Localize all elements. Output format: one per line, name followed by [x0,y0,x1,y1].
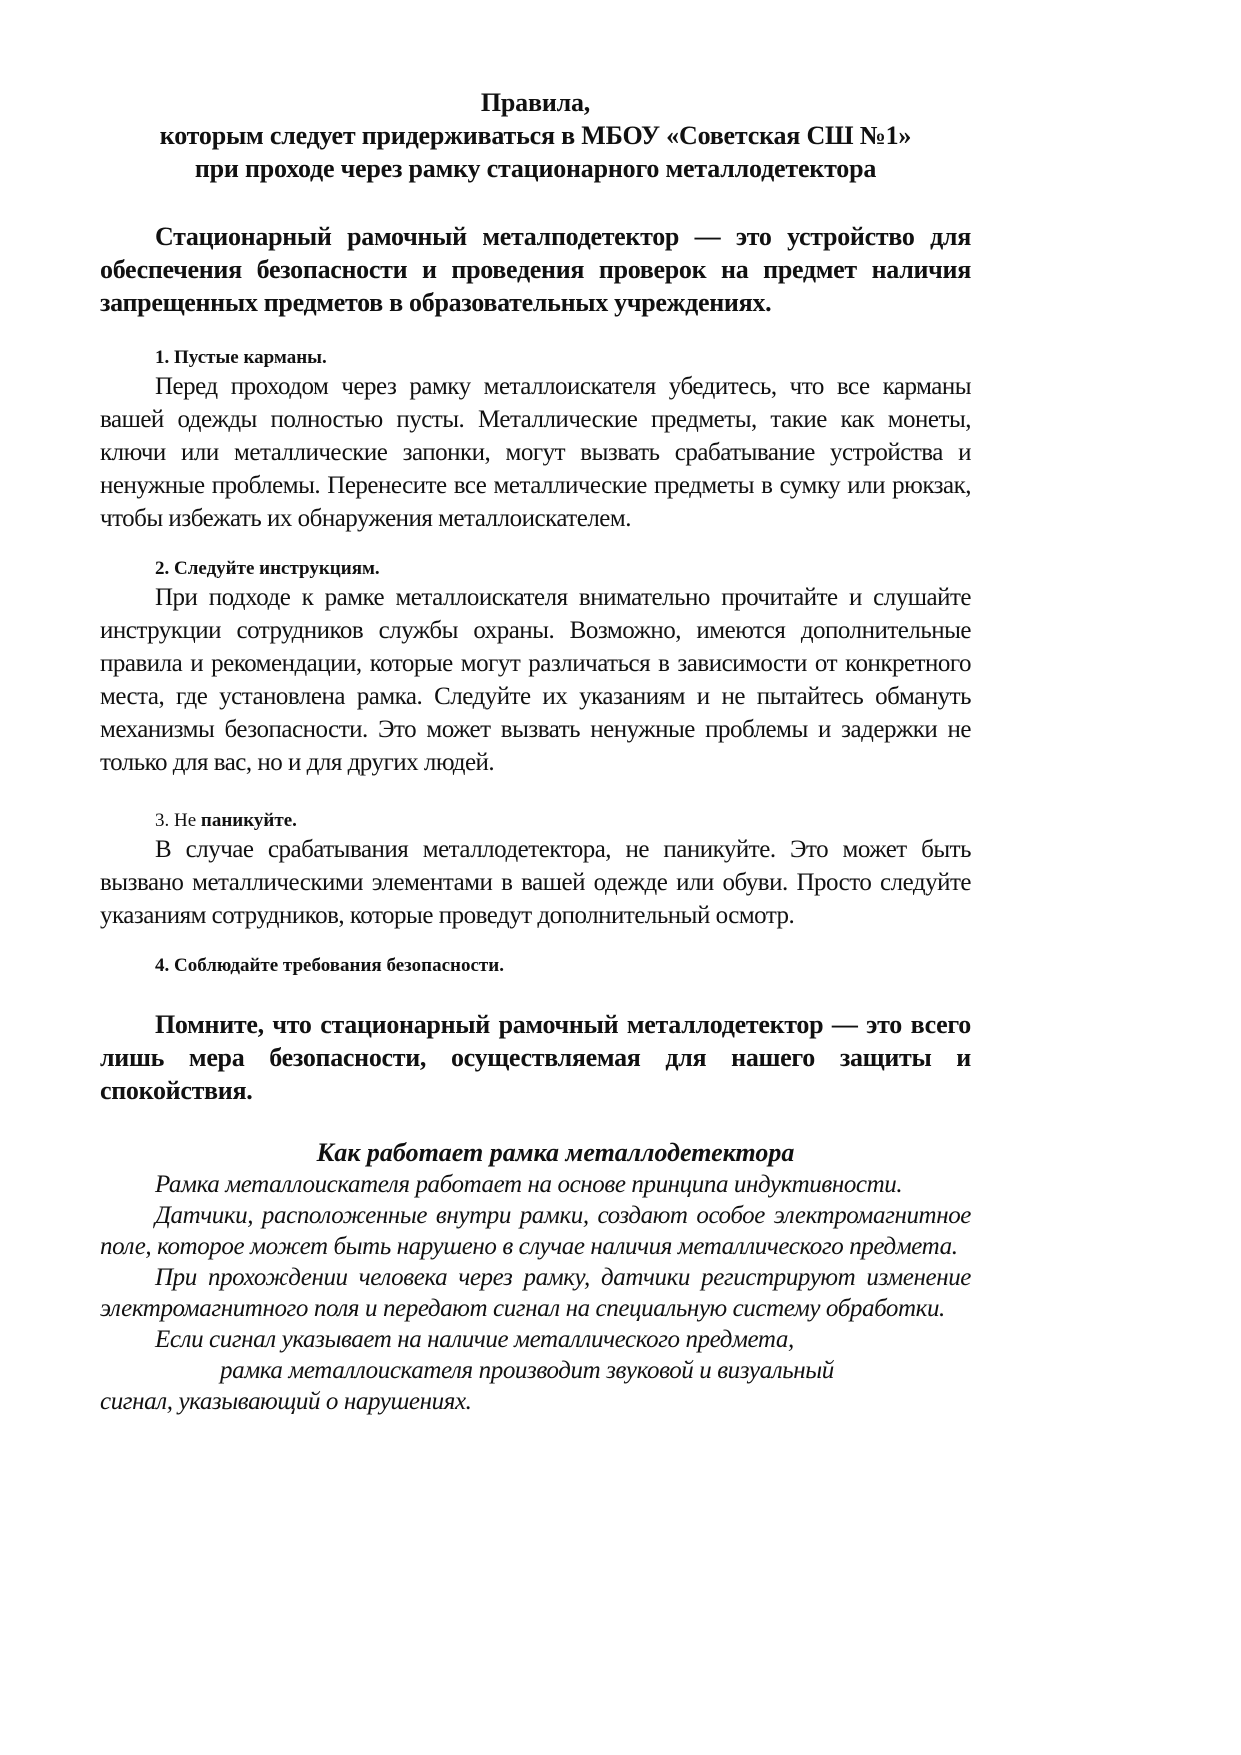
rule-number: 3. Не [155,810,197,831]
rule-number: 1. [155,347,170,368]
rule-heading-3 [155,809,971,833]
how-it-works-line-5b: сигнал, указывающий о нарушениях. [100,1388,472,1415]
rule-section-2 [100,557,971,779]
rule-heading-1 [155,346,971,370]
rule-text-3: В случае срабатывания металлодетектора, не паникуйте. Это может быть вызвано металлическими элементами в вашей одежде или обуви. Просто следуйте указаниям сотрудников, которые проведут дополнительный осмотр. [100,836,971,929]
rule-section-4 [100,954,971,978]
document-title [100,86,971,185]
rule-section-1 [100,346,971,535]
rule-title: Пустые карманы. [174,347,327,368]
title-line-3: при проходе через рамку стационарного металлодетектора [194,154,877,183]
rule-number: 4. [155,955,170,976]
remember-paragraph: Помните, что стационарный рамочный металлодетектор — это всего лишь мера безопасности, осуществляемая для нашего защиты и спокойствия. [100,1010,971,1105]
rule-heading-2 [155,557,971,581]
rule-text-1: Перед проходом через рамку металлоискателя убедитесь, что все карманы вашей одежды полностью пусты. Металлические предметы, такие как монеты, ключи или металлические запонки, могут вызвать срабатывание устройства и ненужные проблемы. Перенесите все металлические предметы в сумку или рюкзак, чтобы избежать их обнаружения металлоискателем. [100,373,971,532]
how-it-works-paragraph-3: При прохождении человека через рамку, датчики регистрируют изменение электромагнитного поля и передают сигнал на специальную систему обработки. [100,1264,971,1322]
rule-text-2: При подходе к рамке металлоискателя внимательно прочитайте и слушайте инструкции сотрудников службы охраны. Возможно, имеются дополнительные правила и рекомендации, которые могут различаться в зависимости от конкретного места, где установлена рамка. Следуйте их указаниям и не пытайтесь обмануть механизмы безопасности. Это может вызвать ненужные проблемы и задержки не только для вас, но и для других людей. [100,584,971,776]
rule-section-3 [100,809,971,932]
rule-heading-4 [155,954,971,978]
intro-paragraph: Стационарный рамочный металподетектор — это устройство для обеспечения безопасности и проведения проверок на предмет наличия запрещенных предметов в образовательных учреждениях. [100,222,971,317]
how-it-works-title: Как работает рамка металлодетектора [316,1138,795,1167]
how-it-works-paragraph-2: Датчики, расположенные внутри рамки, создают особое электромагнитное поле, которое может быть нарушено в случае наличия металлического предмета. [100,1202,971,1260]
rule-title: Следуйте инструкциям. [174,558,380,579]
how-it-works-paragraph-1: Рамка металлоискателя работает на основе принципа индуктивности. [155,1171,903,1198]
title-line-1: Правила, [480,88,591,117]
rule-number: 2. [155,558,170,579]
how-it-works-paragraph-4: Если сигнал указывает на наличие металлического предмета, [155,1326,794,1353]
rule-title: паникуйте. [200,810,297,831]
how-it-works-line-5a: рамка металлоискателя производит звуковой и визуальный [220,1357,834,1384]
rule-title: Соблюдайте требования безопасности. [174,955,504,976]
document-page [100,0,971,1417]
title-line-2: которым следует придерживаться в МБОУ «Советская СШ №1» [159,121,912,150]
